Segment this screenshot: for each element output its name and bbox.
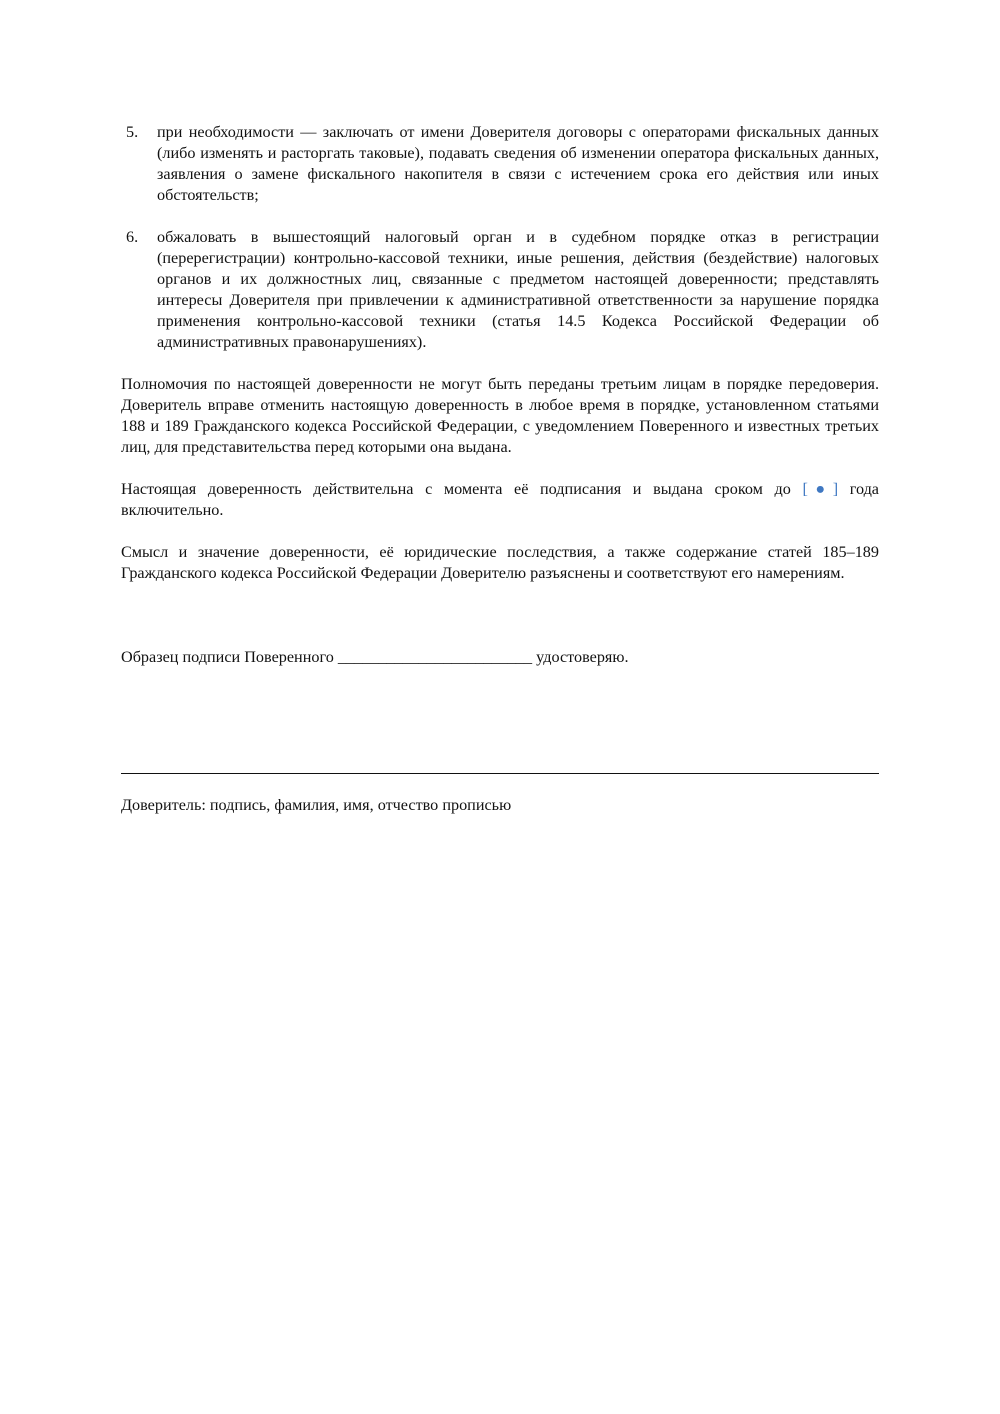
sample-signature-line [121, 647, 879, 668]
list-number: 6. [126, 228, 139, 246]
list-text: при необходимости — заключать от имени Доверителя договоры с операторами фискальных данных (либо изменять и расторгать таковые), подавать сведения об изменении оператора фискальных данных, заявления о замене фискального накопителя в связи с истечением срока его действия или иных обстоятельств; [157, 123, 879, 204]
powers-list [121, 122, 879, 353]
list-item-5 [121, 122, 879, 206]
document-page [121, 122, 879, 816]
validity-paragraph [121, 479, 879, 521]
meaning-paragraph: Смысл и значение доверенности, её юридические последствия, а также содержание статей 185–189 Гражданского кодекса Российской Федерации Доверителю разъяснены и соответствуют его намерениям. [121, 543, 879, 582]
date-placeholder: [●] [802, 480, 839, 498]
validity-text-before: Настоящая доверенность действительна с момента её подписания и выдана сроком до [121, 480, 803, 498]
sample-signature-suffix: удостоверяю. [536, 648, 629, 666]
validity-text-after: года включительно. [121, 480, 879, 519]
list-text: обжаловать в вышестоящий налоговый орган и в судебном порядке отказ в регистрации (перерегистрации) контрольно-кассовой техники, иные решения, действия (бездействие) налоговых органов и их должностных лиц, связанные с предметом настоящей доверенности; представлять интересы Доверителя при привлечении к административной ответственности за нарушение порядка применения контрольно-кассовой техники (статья 14.5 Кодекса Российской Федерации об административных правонарушениях). [157, 228, 879, 351]
sample-signature-label: Образец подписи Поверенного [121, 648, 334, 666]
signature-caption: Доверитель: подпись, фамилия, имя, отчество прописью [121, 796, 512, 814]
list-item-6 [121, 227, 879, 353]
signature-blank: ________________________ [337, 648, 533, 666]
powers-paragraph: Полномочия по настоящей доверенности не могут быть переданы третьим лицам в порядке передоверия. Доверитель вправе отменить настоящую доверенность в любое время в порядке, установленном статьями 188 и 189 Гражданского кодекса Российской Федерации, с уведомлением Поверенного и известных третьих лиц, для представительства перед которыми она выдана. [121, 375, 879, 456]
list-number: 5. [126, 123, 139, 141]
signature-rule [121, 773, 879, 774]
